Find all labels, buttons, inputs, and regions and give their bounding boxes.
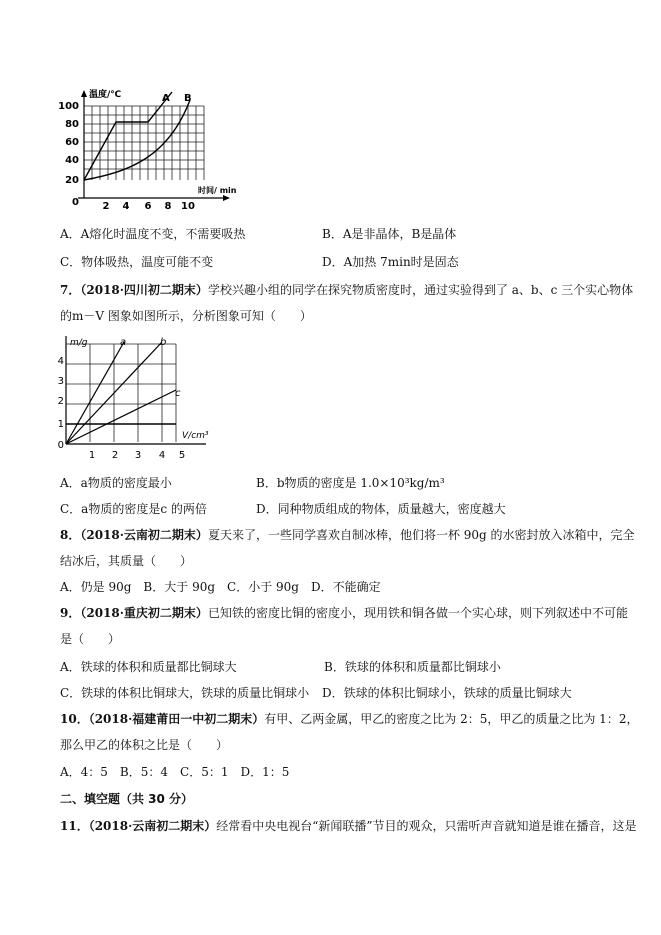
q8-number: 8．	[60, 528, 81, 542]
x-tick-label: 3	[134, 450, 142, 461]
q8-text: 夏天来了，一些同学喜欢自制冰棒，他们将一杯 90g 的水密封放入冰箱中，完全	[207, 528, 635, 542]
line-a-label: a	[120, 337, 127, 348]
x-axis-arrow-icon	[223, 195, 230, 201]
melting-graph-grid	[84, 106, 204, 180]
curve-a-label: A	[162, 93, 170, 104]
x-tick-label: 4	[158, 450, 166, 461]
q9-source: （2018·重庆初二期末）	[80, 606, 208, 620]
q9-text: 已知铁的密度比铜的密度小，现用铁和铜各做一个实心球，则下列叙述中不可能	[207, 606, 628, 620]
x-tick-label: 2	[102, 201, 110, 210]
q8-options: A．仍是 90g B．大于 90g C．小于 90g D．不能确定	[60, 580, 381, 594]
q7-option-b: B．b物质的密度是 1.0×10³kg/m³	[256, 476, 445, 490]
y-axis-label: 温度/℃	[89, 90, 122, 100]
q6-option-d: D．A加热 7min时是固态	[322, 255, 459, 269]
mass-volume-graph	[58, 334, 228, 462]
q7-source: （2018·四川初二期末）	[80, 283, 208, 297]
x-tick-label: 5	[178, 450, 186, 461]
y-tick-label: 40	[65, 155, 79, 166]
x-axis-label: 时间/ min	[198, 186, 237, 195]
q11-stem-line1	[60, 818, 637, 834]
origin-label: 0	[72, 197, 79, 208]
q6-option-c: C．物体吸热，温度可能不变	[60, 255, 214, 269]
melting-graph	[58, 88, 248, 210]
q7-number: 7．	[60, 283, 81, 297]
curve-b-label: B	[184, 93, 192, 104]
line-b-label: b	[160, 337, 167, 348]
q7-stem-line2: 的m－V 图象如图所示，分析图象可知（ ）	[60, 309, 312, 323]
y-tick-label: 20	[65, 175, 79, 186]
q8-source: （2018·云南初二期末）	[80, 528, 208, 542]
x-tick-label: 10	[181, 201, 195, 210]
q9-option-a: A．铁球的体积和质量都比铜球大	[60, 660, 237, 674]
q7-option-a: A．a物质的密度最小	[60, 476, 172, 490]
q9-stem-line2: 是（ ）	[60, 632, 121, 646]
q7-option-d: D．同种物质组成的物体，质量越大，密度越大	[256, 502, 506, 516]
q10-source: （2018·福建莆田一中初二期末）	[88, 712, 265, 726]
curve-a	[84, 92, 172, 180]
q11-text: 经常看中央电视台“新闻联播”节目的观众，只需听声音就知道是谁在播音，这是	[216, 819, 637, 833]
y-tick-label: 4	[58, 356, 64, 367]
line-c	[66, 390, 176, 444]
q6-option-b: B．A是非晶体，B是晶体	[322, 227, 457, 241]
y-tick-label: 3	[58, 376, 64, 387]
q7-option-c: C．a物质的密度是c 的两倍	[60, 502, 207, 516]
q10-stem-line2: 那么甲乙的体积之比是（ ）	[60, 738, 229, 752]
y-tick-label: 100	[58, 101, 79, 112]
line-c-label: c	[175, 388, 181, 399]
q7-text: 学校兴趣小组的同学在探究物质密度时，通过实验得到了 a、b、c 三个实心物体	[207, 283, 634, 297]
q10-text: 有甲、乙两金属，甲乙的密度之比为 2：5，甲乙的质量之比为 1：2，	[264, 712, 639, 726]
q9-option-b: B．铁球的体积和质量都比铜球小	[324, 660, 501, 674]
y-axis-label: m/g	[70, 338, 88, 348]
x-tick-label: 4	[122, 201, 130, 210]
y-axis-arrow-icon	[81, 90, 87, 97]
x-tick-label: 2	[111, 450, 119, 461]
y-tick-label: 60	[65, 137, 79, 148]
q9-number: 9．	[60, 606, 81, 620]
q10-number: 10．	[60, 712, 89, 726]
y-tick-label: 1	[58, 419, 64, 430]
y-tick-label: 2	[58, 396, 64, 407]
x-tick-label: 6	[144, 201, 152, 210]
q11-source: （2018·云南初二期末）	[88, 819, 217, 833]
origin-label: 0	[58, 440, 64, 451]
x-tick-label: 8	[164, 201, 172, 210]
q10-stem-line1	[60, 711, 638, 727]
q8-stem-line2: 结冰后，其质量（ ）	[60, 554, 193, 568]
q8-stem-line1	[60, 527, 635, 543]
q9-option-c: C．铁球的体积比铜球大，铁球的质量比铜球小	[60, 686, 310, 700]
x-axis-label: V/cm³	[182, 431, 209, 441]
q6-option-a: A．A熔化时温度不变，不需要吸热	[60, 227, 246, 241]
section-heading: 二、填空题（共 30 分）	[60, 792, 194, 806]
q11-number: 11．	[60, 819, 89, 833]
x-tick-label: 1	[88, 450, 96, 461]
q7-stem-line1	[60, 282, 633, 298]
q9-stem-line1	[60, 605, 628, 621]
y-tick-label: 80	[65, 119, 79, 130]
q10-options: A．4：5 B．5：4 C．5：1 D．1：5	[60, 765, 290, 779]
line-a	[66, 342, 124, 444]
q9-option-d: D．铁球的体积比铜球小，铁球的质量比铜球大	[322, 686, 572, 700]
